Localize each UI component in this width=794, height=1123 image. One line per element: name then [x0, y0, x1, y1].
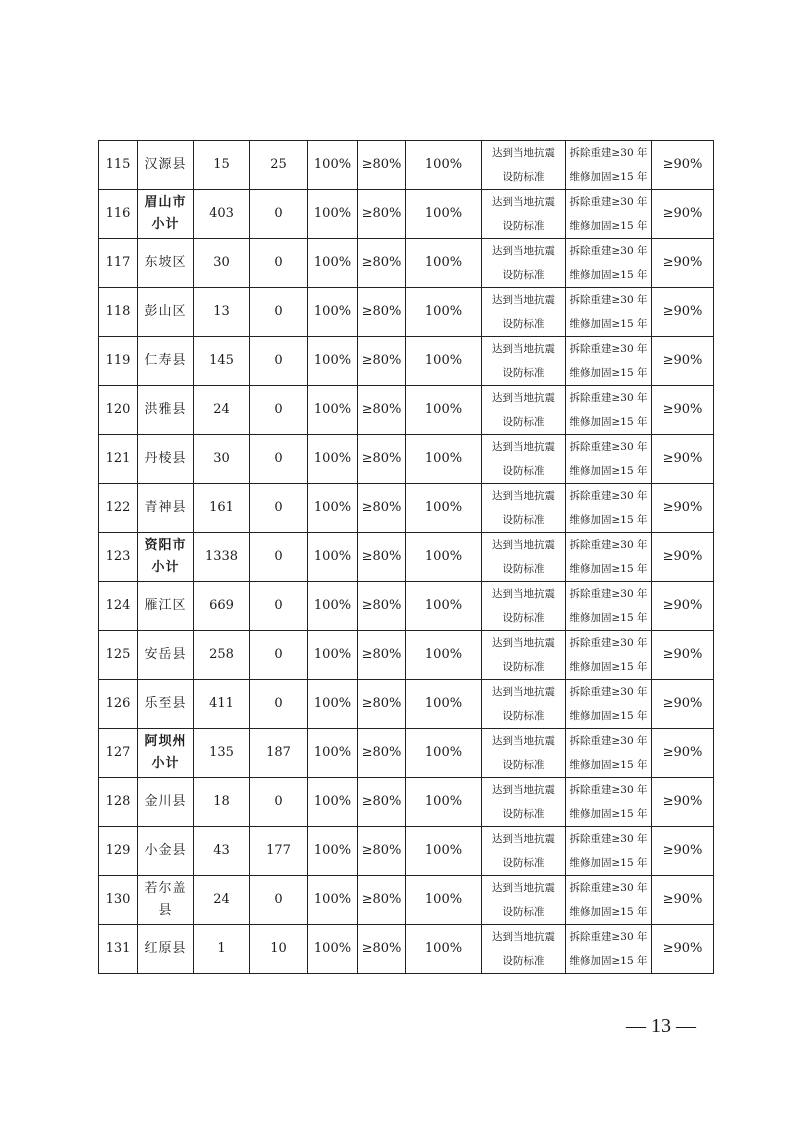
region-name-cell-line: 小金县	[144, 843, 187, 858]
data-table	[98, 140, 714, 974]
seismic-standard-cell	[482, 435, 566, 484]
seismic-standard-cell-line: 设防标准	[502, 906, 545, 918]
region-name-cell-line: 阿坝州	[144, 734, 187, 749]
rate-e-cell: 100%	[406, 484, 482, 533]
region-name-cell-line: 眉山市	[144, 195, 187, 210]
service-life-cell-line: 维修加固≥15 年	[569, 906, 648, 918]
satisfaction-cell: ≥90%	[652, 729, 714, 778]
region-name-cell-line: 红原县	[144, 941, 187, 956]
rate-e-cell: 100%	[406, 141, 482, 190]
seismic-standard-cell	[482, 778, 566, 827]
rate-e-cell: 100%	[406, 827, 482, 876]
value-b-cell: 0	[250, 533, 308, 582]
table-row	[99, 435, 714, 484]
seismic-standard-cell-line: 达到当地抗震	[492, 294, 555, 306]
value-a-cell: 30	[194, 435, 250, 484]
satisfaction-cell: ≥90%	[652, 190, 714, 239]
seismic-standard-cell-line: 设防标准	[502, 759, 545, 771]
seismic-standard-cell	[482, 631, 566, 680]
table-row	[99, 141, 714, 190]
satisfaction-cell: ≥90%	[652, 925, 714, 974]
region-name-cell-line: 安岳县	[144, 647, 187, 662]
rate-d-cell: ≥80%	[358, 925, 406, 974]
service-life-cell	[566, 484, 652, 533]
service-life-cell	[566, 631, 652, 680]
service-life-cell	[566, 778, 652, 827]
rate-c-cell: 100%	[308, 435, 358, 484]
service-life-cell	[566, 680, 652, 729]
service-life-cell-line: 拆除重建≥30 年	[569, 147, 648, 159]
seismic-standard-cell-line: 设防标准	[502, 612, 545, 624]
rate-c-cell: 100%	[308, 141, 358, 190]
rate-c-cell: 100%	[308, 288, 358, 337]
value-a-cell: 1338	[194, 533, 250, 582]
service-life-cell-line: 拆除重建≥30 年	[569, 539, 648, 551]
table-row	[99, 386, 714, 435]
row-number-cell: 128	[99, 778, 138, 827]
satisfaction-cell: ≥90%	[652, 631, 714, 680]
row-number-cell: 126	[99, 680, 138, 729]
table-row	[99, 337, 714, 386]
value-b-cell: 0	[250, 386, 308, 435]
seismic-standard-cell	[482, 288, 566, 337]
value-a-cell: 669	[194, 582, 250, 631]
region-name-cell	[138, 827, 194, 876]
service-life-cell-line: 维修加固≥15 年	[569, 514, 648, 526]
satisfaction-cell: ≥90%	[652, 827, 714, 876]
table-row	[99, 778, 714, 827]
satisfaction-cell: ≥90%	[652, 778, 714, 827]
seismic-standard-cell-line: 达到当地抗震	[492, 196, 555, 208]
value-a-cell: 145	[194, 337, 250, 386]
region-name-cell	[138, 680, 194, 729]
seismic-standard-cell	[482, 337, 566, 386]
value-a-cell: 135	[194, 729, 250, 778]
service-life-cell-line: 拆除重建≥30 年	[569, 637, 648, 649]
region-name-cell-line: 小计	[151, 560, 180, 575]
rate-c-cell: 100%	[308, 680, 358, 729]
service-life-cell-line: 拆除重建≥30 年	[569, 343, 648, 355]
rate-e-cell: 100%	[406, 386, 482, 435]
rate-c-cell: 100%	[308, 337, 358, 386]
row-number-cell: 116	[99, 190, 138, 239]
service-life-cell-line: 拆除重建≥30 年	[569, 588, 648, 600]
value-b-cell: 0	[250, 435, 308, 484]
seismic-standard-cell-line: 达到当地抗震	[492, 441, 555, 453]
region-name-cell	[138, 141, 194, 190]
service-life-cell	[566, 141, 652, 190]
seismic-standard-cell	[482, 484, 566, 533]
satisfaction-cell: ≥90%	[652, 288, 714, 337]
value-b-cell: 0	[250, 582, 308, 631]
seismic-standard-cell-line: 设防标准	[502, 367, 545, 379]
rate-c-cell: 100%	[308, 190, 358, 239]
row-number-cell: 129	[99, 827, 138, 876]
service-life-cell-line: 拆除重建≥30 年	[569, 245, 648, 257]
rate-d-cell: ≥80%	[358, 827, 406, 876]
rate-d-cell: ≥80%	[358, 484, 406, 533]
rate-c-cell: 100%	[308, 582, 358, 631]
service-life-cell-line: 维修加固≥15 年	[569, 808, 648, 820]
rate-e-cell: 100%	[406, 631, 482, 680]
table-row	[99, 680, 714, 729]
service-life-cell	[566, 827, 652, 876]
seismic-standard-cell	[482, 533, 566, 582]
region-name-cell-line: 资阳市	[144, 538, 187, 553]
region-name-cell	[138, 484, 194, 533]
value-b-cell: 0	[250, 876, 308, 925]
rate-e-cell: 100%	[406, 435, 482, 484]
rate-c-cell: 100%	[308, 239, 358, 288]
value-b-cell: 187	[250, 729, 308, 778]
service-life-cell-line: 拆除重建≥30 年	[569, 392, 648, 404]
row-number-cell: 125	[99, 631, 138, 680]
table-row	[99, 582, 714, 631]
row-number-cell: 117	[99, 239, 138, 288]
service-life-cell-line: 维修加固≥15 年	[569, 318, 648, 330]
seismic-standard-cell-line: 达到当地抗震	[492, 735, 555, 747]
rate-d-cell: ≥80%	[358, 876, 406, 925]
seismic-standard-cell	[482, 141, 566, 190]
region-name-cell	[138, 729, 194, 778]
seismic-standard-cell-line: 达到当地抗震	[492, 784, 555, 796]
row-number-cell: 131	[99, 925, 138, 974]
region-name-cell-line: 县	[158, 903, 173, 918]
table-row	[99, 631, 714, 680]
region-name-cell-line: 丹棱县	[144, 451, 187, 466]
satisfaction-cell: ≥90%	[652, 876, 714, 925]
region-name-cell-line: 青神县	[144, 500, 187, 515]
region-name-cell-line: 雁江区	[144, 598, 187, 613]
service-life-cell-line: 拆除重建≥30 年	[569, 931, 648, 943]
region-name-cell-line: 金川县	[144, 794, 187, 809]
rate-c-cell: 100%	[308, 386, 358, 435]
service-life-cell	[566, 337, 652, 386]
seismic-standard-cell-line: 设防标准	[502, 514, 545, 526]
rate-c-cell: 100%	[308, 778, 358, 827]
value-a-cell: 1	[194, 925, 250, 974]
service-life-cell-line: 维修加固≥15 年	[569, 955, 648, 967]
seismic-standard-cell	[482, 729, 566, 778]
service-life-cell-line: 维修加固≥15 年	[569, 416, 648, 428]
service-life-cell-line: 拆除重建≥30 年	[569, 196, 648, 208]
value-a-cell: 161	[194, 484, 250, 533]
seismic-standard-cell-line: 设防标准	[502, 318, 545, 330]
rate-e-cell: 100%	[406, 533, 482, 582]
region-name-cell	[138, 925, 194, 974]
table-body	[99, 141, 714, 974]
seismic-standard-cell-line: 达到当地抗震	[492, 490, 555, 502]
value-a-cell: 24	[194, 386, 250, 435]
value-a-cell: 13	[194, 288, 250, 337]
service-life-cell	[566, 435, 652, 484]
row-number-cell: 123	[99, 533, 138, 582]
seismic-standard-cell-line: 设防标准	[502, 269, 545, 281]
service-life-cell	[566, 288, 652, 337]
service-life-cell-line: 维修加固≥15 年	[569, 367, 648, 379]
value-b-cell: 10	[250, 925, 308, 974]
seismic-standard-cell-line: 设防标准	[502, 416, 545, 428]
rate-e-cell: 100%	[406, 729, 482, 778]
region-name-cell	[138, 582, 194, 631]
row-number-cell: 119	[99, 337, 138, 386]
seismic-standard-cell-line: 达到当地抗震	[492, 392, 555, 404]
row-number-cell: 120	[99, 386, 138, 435]
region-name-cell	[138, 876, 194, 925]
table-row	[99, 190, 714, 239]
service-life-cell-line: 维修加固≥15 年	[569, 563, 648, 575]
value-b-cell: 0	[250, 680, 308, 729]
satisfaction-cell: ≥90%	[652, 680, 714, 729]
seismic-standard-cell	[482, 239, 566, 288]
rate-d-cell: ≥80%	[358, 631, 406, 680]
seismic-standard-cell-line: 设防标准	[502, 955, 545, 967]
region-name-cell-line: 东坡区	[144, 255, 187, 270]
seismic-standard-cell-line: 设防标准	[502, 857, 545, 869]
service-life-cell	[566, 729, 652, 778]
value-b-cell: 0	[250, 631, 308, 680]
rate-c-cell: 100%	[308, 631, 358, 680]
rate-c-cell: 100%	[308, 533, 358, 582]
rate-e-cell: 100%	[406, 582, 482, 631]
service-life-cell-line: 维修加固≥15 年	[569, 269, 648, 281]
table-row	[99, 925, 714, 974]
satisfaction-cell: ≥90%	[652, 141, 714, 190]
service-life-cell-line: 维修加固≥15 年	[569, 857, 648, 869]
seismic-standard-cell	[482, 680, 566, 729]
service-life-cell-line: 拆除重建≥30 年	[569, 784, 648, 796]
row-number-cell: 118	[99, 288, 138, 337]
seismic-standard-cell-line: 达到当地抗震	[492, 882, 555, 894]
seismic-standard-cell-line: 设防标准	[502, 563, 545, 575]
value-a-cell: 15	[194, 141, 250, 190]
rate-c-cell: 100%	[308, 827, 358, 876]
region-name-cell-line: 仁寿县	[144, 353, 187, 368]
seismic-standard-cell	[482, 827, 566, 876]
value-b-cell: 0	[250, 239, 308, 288]
satisfaction-cell: ≥90%	[652, 435, 714, 484]
rate-d-cell: ≥80%	[358, 141, 406, 190]
value-b-cell: 177	[250, 827, 308, 876]
service-life-cell	[566, 876, 652, 925]
rate-d-cell: ≥80%	[358, 386, 406, 435]
seismic-standard-cell-line: 达到当地抗震	[492, 539, 555, 551]
seismic-standard-cell-line: 达到当地抗震	[492, 343, 555, 355]
rate-d-cell: ≥80%	[358, 239, 406, 288]
service-life-cell-line: 维修加固≥15 年	[569, 220, 648, 232]
service-life-cell-line: 拆除重建≥30 年	[569, 294, 648, 306]
rate-d-cell: ≥80%	[358, 190, 406, 239]
seismic-standard-cell-line: 达到当地抗震	[492, 931, 555, 943]
rate-c-cell: 100%	[308, 876, 358, 925]
table-row	[99, 533, 714, 582]
region-name-cell	[138, 778, 194, 827]
region-name-cell	[138, 386, 194, 435]
rate-d-cell: ≥80%	[358, 435, 406, 484]
rate-e-cell: 100%	[406, 925, 482, 974]
value-b-cell: 0	[250, 337, 308, 386]
service-life-cell-line: 拆除重建≥30 年	[569, 882, 648, 894]
service-life-cell	[566, 582, 652, 631]
satisfaction-cell: ≥90%	[652, 386, 714, 435]
table-row	[99, 827, 714, 876]
satisfaction-cell: ≥90%	[652, 239, 714, 288]
table-row	[99, 288, 714, 337]
rate-e-cell: 100%	[406, 337, 482, 386]
rate-c-cell: 100%	[308, 729, 358, 778]
seismic-standard-cell-line: 设防标准	[502, 808, 545, 820]
table-row	[99, 729, 714, 778]
service-life-cell	[566, 925, 652, 974]
satisfaction-cell: ≥90%	[652, 533, 714, 582]
rate-e-cell: 100%	[406, 876, 482, 925]
service-life-cell-line: 维修加固≥15 年	[569, 171, 648, 183]
rate-c-cell: 100%	[308, 925, 358, 974]
seismic-standard-cell-line: 设防标准	[502, 661, 545, 673]
value-b-cell: 25	[250, 141, 308, 190]
seismic-standard-cell-line: 设防标准	[502, 465, 545, 477]
seismic-standard-cell-line: 达到当地抗震	[492, 833, 555, 845]
seismic-standard-cell	[482, 925, 566, 974]
value-b-cell: 0	[250, 778, 308, 827]
service-life-cell-line: 维修加固≥15 年	[569, 759, 648, 771]
service-life-cell-line: 维修加固≥15 年	[569, 465, 648, 477]
region-name-cell	[138, 288, 194, 337]
region-name-cell	[138, 337, 194, 386]
region-name-cell-line: 洪雅县	[144, 402, 187, 417]
rate-d-cell: ≥80%	[358, 778, 406, 827]
rate-e-cell: 100%	[406, 288, 482, 337]
table-row	[99, 239, 714, 288]
value-a-cell: 30	[194, 239, 250, 288]
region-name-cell	[138, 435, 194, 484]
service-life-cell-line: 拆除重建≥30 年	[569, 490, 648, 502]
service-life-cell-line: 拆除重建≥30 年	[569, 441, 648, 453]
satisfaction-cell: ≥90%	[652, 582, 714, 631]
seismic-standard-cell	[482, 876, 566, 925]
service-life-cell-line: 维修加固≥15 年	[569, 612, 648, 624]
region-name-cell-line: 小计	[151, 756, 180, 771]
row-number-cell: 124	[99, 582, 138, 631]
row-number-cell: 127	[99, 729, 138, 778]
service-life-cell-line: 拆除重建≥30 年	[569, 686, 648, 698]
value-a-cell: 43	[194, 827, 250, 876]
row-number-cell: 130	[99, 876, 138, 925]
region-name-cell-line: 彭山区	[144, 304, 187, 319]
service-life-cell	[566, 386, 652, 435]
rate-d-cell: ≥80%	[358, 337, 406, 386]
satisfaction-cell: ≥90%	[652, 337, 714, 386]
seismic-standard-cell-line: 达到当地抗震	[492, 637, 555, 649]
rate-d-cell: ≥80%	[358, 288, 406, 337]
seismic-standard-cell-line: 达到当地抗震	[492, 588, 555, 600]
region-name-cell	[138, 190, 194, 239]
seismic-standard-cell-line: 达到当地抗震	[492, 147, 555, 159]
value-b-cell: 0	[250, 288, 308, 337]
row-number-cell: 121	[99, 435, 138, 484]
rate-c-cell: 100%	[308, 484, 358, 533]
rate-d-cell: ≥80%	[358, 582, 406, 631]
region-name-cell-line: 乐至县	[144, 696, 187, 711]
satisfaction-cell: ≥90%	[652, 484, 714, 533]
seismic-standard-cell-line: 达到当地抗震	[492, 245, 555, 257]
seismic-standard-cell-line: 达到当地抗震	[492, 686, 555, 698]
region-name-cell	[138, 533, 194, 582]
value-b-cell: 0	[250, 190, 308, 239]
service-life-cell-line: 拆除重建≥30 年	[569, 833, 648, 845]
service-life-cell-line: 维修加固≥15 年	[569, 661, 648, 673]
seismic-standard-cell-line: 设防标准	[502, 171, 545, 183]
page-number: — 13 —	[626, 1015, 696, 1037]
rate-d-cell: ≥80%	[358, 680, 406, 729]
value-b-cell: 0	[250, 484, 308, 533]
region-name-cell-line: 小计	[151, 217, 180, 232]
seismic-standard-cell-line: 设防标准	[502, 220, 545, 232]
seismic-standard-cell	[482, 582, 566, 631]
service-life-cell-line: 拆除重建≥30 年	[569, 735, 648, 747]
region-name-cell-line: 汉源县	[144, 157, 187, 172]
rate-d-cell: ≥80%	[358, 533, 406, 582]
seismic-standard-cell	[482, 190, 566, 239]
value-a-cell: 18	[194, 778, 250, 827]
value-a-cell: 24	[194, 876, 250, 925]
value-a-cell: 403	[194, 190, 250, 239]
rate-e-cell: 100%	[406, 680, 482, 729]
table-row	[99, 484, 714, 533]
region-name-cell	[138, 631, 194, 680]
value-a-cell: 258	[194, 631, 250, 680]
service-life-cell	[566, 190, 652, 239]
seismic-standard-cell	[482, 386, 566, 435]
seismic-standard-cell-line: 设防标准	[502, 710, 545, 722]
service-life-cell	[566, 533, 652, 582]
region-name-cell	[138, 239, 194, 288]
service-life-cell-line: 维修加固≥15 年	[569, 710, 648, 722]
rate-e-cell: 100%	[406, 239, 482, 288]
rate-e-cell: 100%	[406, 778, 482, 827]
row-number-cell: 115	[99, 141, 138, 190]
rate-d-cell: ≥80%	[358, 729, 406, 778]
region-name-cell-line: 若尔盖	[144, 881, 187, 896]
rate-e-cell: 100%	[406, 190, 482, 239]
value-a-cell: 411	[194, 680, 250, 729]
service-life-cell	[566, 239, 652, 288]
row-number-cell: 122	[99, 484, 138, 533]
table-row	[99, 876, 714, 925]
